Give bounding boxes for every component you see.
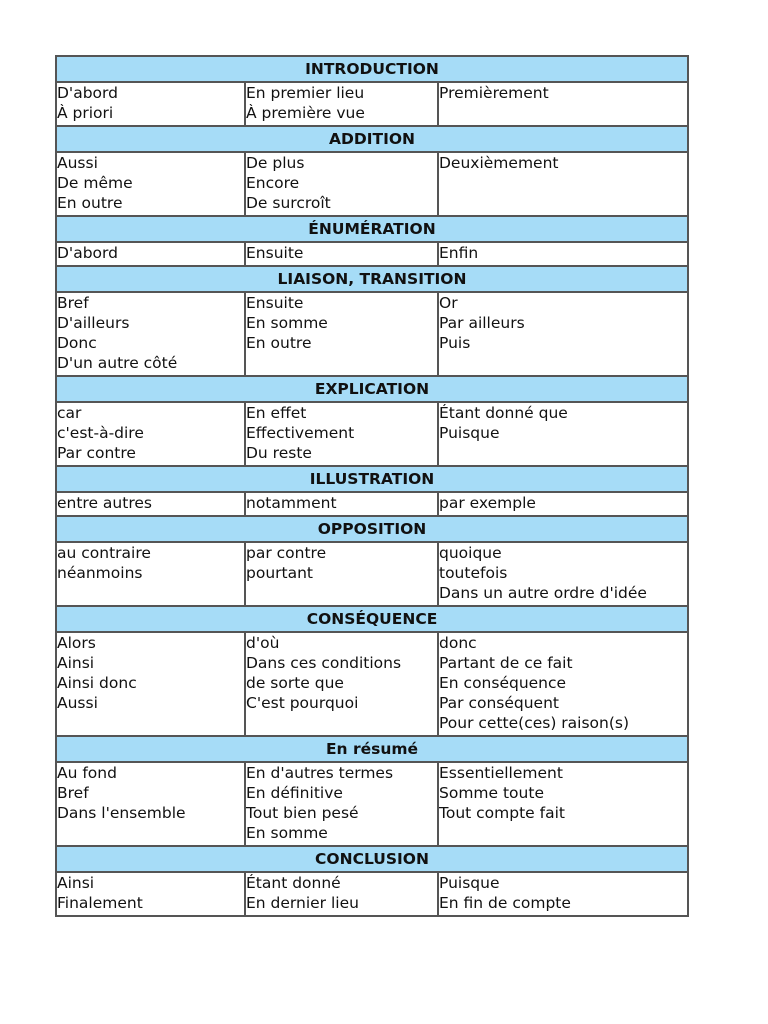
connector-word: Tout compte fait (439, 804, 565, 822)
connector-word: toutefois (439, 564, 508, 582)
section-row-liaison-transition (56, 292, 688, 376)
connector-word: Partant de ce fait (439, 654, 573, 672)
connector-cell (56, 762, 245, 846)
connector-cell (56, 242, 245, 266)
section-title-consequence: CONSÉQUENCE (56, 606, 688, 632)
connector-cell (438, 542, 688, 606)
section-header-row (56, 606, 688, 632)
connector-cell (56, 292, 245, 376)
connector-word: En outre (57, 194, 123, 212)
connector-cell (56, 632, 245, 736)
section-row-consequence (56, 632, 688, 736)
connector-word: Encore (246, 174, 300, 192)
connector-word: Ainsi (57, 874, 95, 892)
connector-cell (245, 872, 438, 916)
connector-word: Dans ces conditions (246, 654, 402, 672)
connector-word: Alors (57, 634, 96, 652)
connector-word: À première vue (246, 104, 365, 122)
section-title-explication: EXPLICATION (56, 376, 688, 402)
connector-word: Dans un autre ordre d'idée (439, 584, 647, 602)
section-title-introduction: INTRODUCTION (56, 56, 688, 82)
connector-word: En définitive (246, 784, 343, 802)
connector-word: Finalement (57, 894, 143, 912)
connector-word: notamment (246, 494, 337, 512)
connector-cell (245, 492, 438, 516)
section-title-addition: ADDITION (56, 126, 688, 152)
connector-word: Étant donné (246, 874, 341, 892)
connector-word: Effectivement (246, 424, 355, 442)
connector-cell (438, 402, 688, 466)
connector-word: Ensuite (246, 244, 304, 262)
connector-word: En premier lieu (246, 84, 365, 102)
connector-cell (56, 82, 245, 126)
connector-word: entre autres (57, 494, 152, 512)
connector-word: par exemple (439, 494, 536, 512)
connector-word: pourtant (246, 564, 313, 582)
connector-word: À priori (57, 104, 114, 122)
connector-word: Par contre (57, 444, 136, 462)
connector-word: En somme (246, 314, 328, 332)
connector-word: D'abord (57, 244, 118, 262)
connector-cell (438, 242, 688, 266)
connector-word: Bref (57, 294, 89, 312)
connector-cell (245, 762, 438, 846)
connector-word: car (57, 404, 82, 422)
connector-word: Puisque (439, 874, 500, 892)
section-header-row (56, 126, 688, 152)
section-header-row (56, 216, 688, 242)
connector-word: c'est-à-dire (57, 424, 144, 442)
connector-word: néanmoins (57, 564, 143, 582)
connector-cell (438, 82, 688, 126)
connector-word: au contraire (57, 544, 151, 562)
connector-word: Pour cette(ces) raison(s) (439, 714, 630, 732)
connector-word: d'où (246, 634, 280, 652)
section-title-conclusion: CONCLUSION (56, 846, 688, 872)
connector-word: En dernier lieu (246, 894, 359, 912)
connector-word: Puisque (439, 424, 500, 442)
connector-word: Tout bien pesé (246, 804, 359, 822)
connector-word: Bref (57, 784, 89, 802)
connector-cell (245, 632, 438, 736)
section-row-illustration (56, 492, 688, 516)
connector-cell (245, 402, 438, 466)
connector-cell (56, 152, 245, 216)
section-title-liaison-transition: LIAISON, TRANSITION (56, 266, 688, 292)
connector-word: C'est pourquoi (246, 694, 359, 712)
connector-word: En fin de compte (439, 894, 571, 912)
connector-cell (438, 492, 688, 516)
section-row-conclusion (56, 872, 688, 916)
connector-word: Par conséquent (439, 694, 559, 712)
connector-word: Aussi (57, 694, 98, 712)
connector-word: Premièrement (439, 84, 549, 102)
connector-word: En somme (246, 824, 328, 842)
connector-word: Or (439, 294, 458, 312)
connector-word: Ensuite (246, 294, 304, 312)
connector-word: Enfin (439, 244, 479, 262)
connector-word: Somme toute (439, 784, 544, 802)
section-title-enumeration: ÉNUMÉRATION (56, 216, 688, 242)
connector-word: D'un autre côté (57, 354, 178, 372)
connector-word: Étant donné que (439, 404, 568, 422)
connector-word: En conséquence (439, 674, 567, 692)
section-header-row (56, 736, 688, 762)
connector-word: D'abord (57, 84, 118, 102)
connector-word: En d'autres termes (246, 764, 394, 782)
connector-cell (438, 152, 688, 216)
connector-word: Par ailleurs (439, 314, 525, 332)
section-header-row (56, 846, 688, 872)
section-row-opposition (56, 542, 688, 606)
connector-word: Puis (439, 334, 471, 352)
connector-word: De plus (246, 154, 305, 172)
section-title-opposition: OPPOSITION (56, 516, 688, 542)
connector-cell (438, 762, 688, 846)
connector-word: Ainsi donc (57, 674, 137, 692)
connector-word: donc (439, 634, 477, 652)
section-header-row (56, 266, 688, 292)
connector-cell (438, 632, 688, 736)
section-row-introduction (56, 82, 688, 126)
connector-cell (56, 402, 245, 466)
section-row-addition (56, 152, 688, 216)
connector-word: Essentiellement (439, 764, 563, 782)
connector-cell (245, 542, 438, 606)
connector-cell (245, 242, 438, 266)
section-header-row (56, 56, 688, 82)
connector-word: En outre (246, 334, 312, 352)
connector-word: par contre (246, 544, 327, 562)
connector-word: Dans l'ensemble (57, 804, 186, 822)
connector-word: Deuxièmement (439, 154, 559, 172)
connector-cell (56, 872, 245, 916)
connector-word: En effet (246, 404, 307, 422)
connector-cell (245, 82, 438, 126)
connector-word: de sorte que (246, 674, 344, 692)
connector-cell (245, 152, 438, 216)
connector-word: quoique (439, 544, 502, 562)
section-row-enumeration (56, 242, 688, 266)
connector-cell (245, 292, 438, 376)
section-row-explication (56, 402, 688, 466)
connector-cell (56, 492, 245, 516)
connector-word: Au fond (57, 764, 117, 782)
section-header-row (56, 516, 688, 542)
connector-cell (438, 872, 688, 916)
section-header-row (56, 466, 688, 492)
connector-word: D'ailleurs (57, 314, 130, 332)
connector-word: Donc (57, 334, 97, 352)
connector-word: Du reste (246, 444, 312, 462)
connector-words-table (55, 55, 689, 917)
section-row-en-resume (56, 762, 688, 846)
connector-word: Aussi (57, 154, 98, 172)
section-title-en-resume: En résumé (56, 736, 688, 762)
section-title-illustration: ILLUSTRATION (56, 466, 688, 492)
section-header-row (56, 376, 688, 402)
connector-word: De surcroît (246, 194, 331, 212)
connector-cell (56, 542, 245, 606)
connector-word: De même (57, 174, 133, 192)
connector-cell (438, 292, 688, 376)
connector-word: Ainsi (57, 654, 95, 672)
